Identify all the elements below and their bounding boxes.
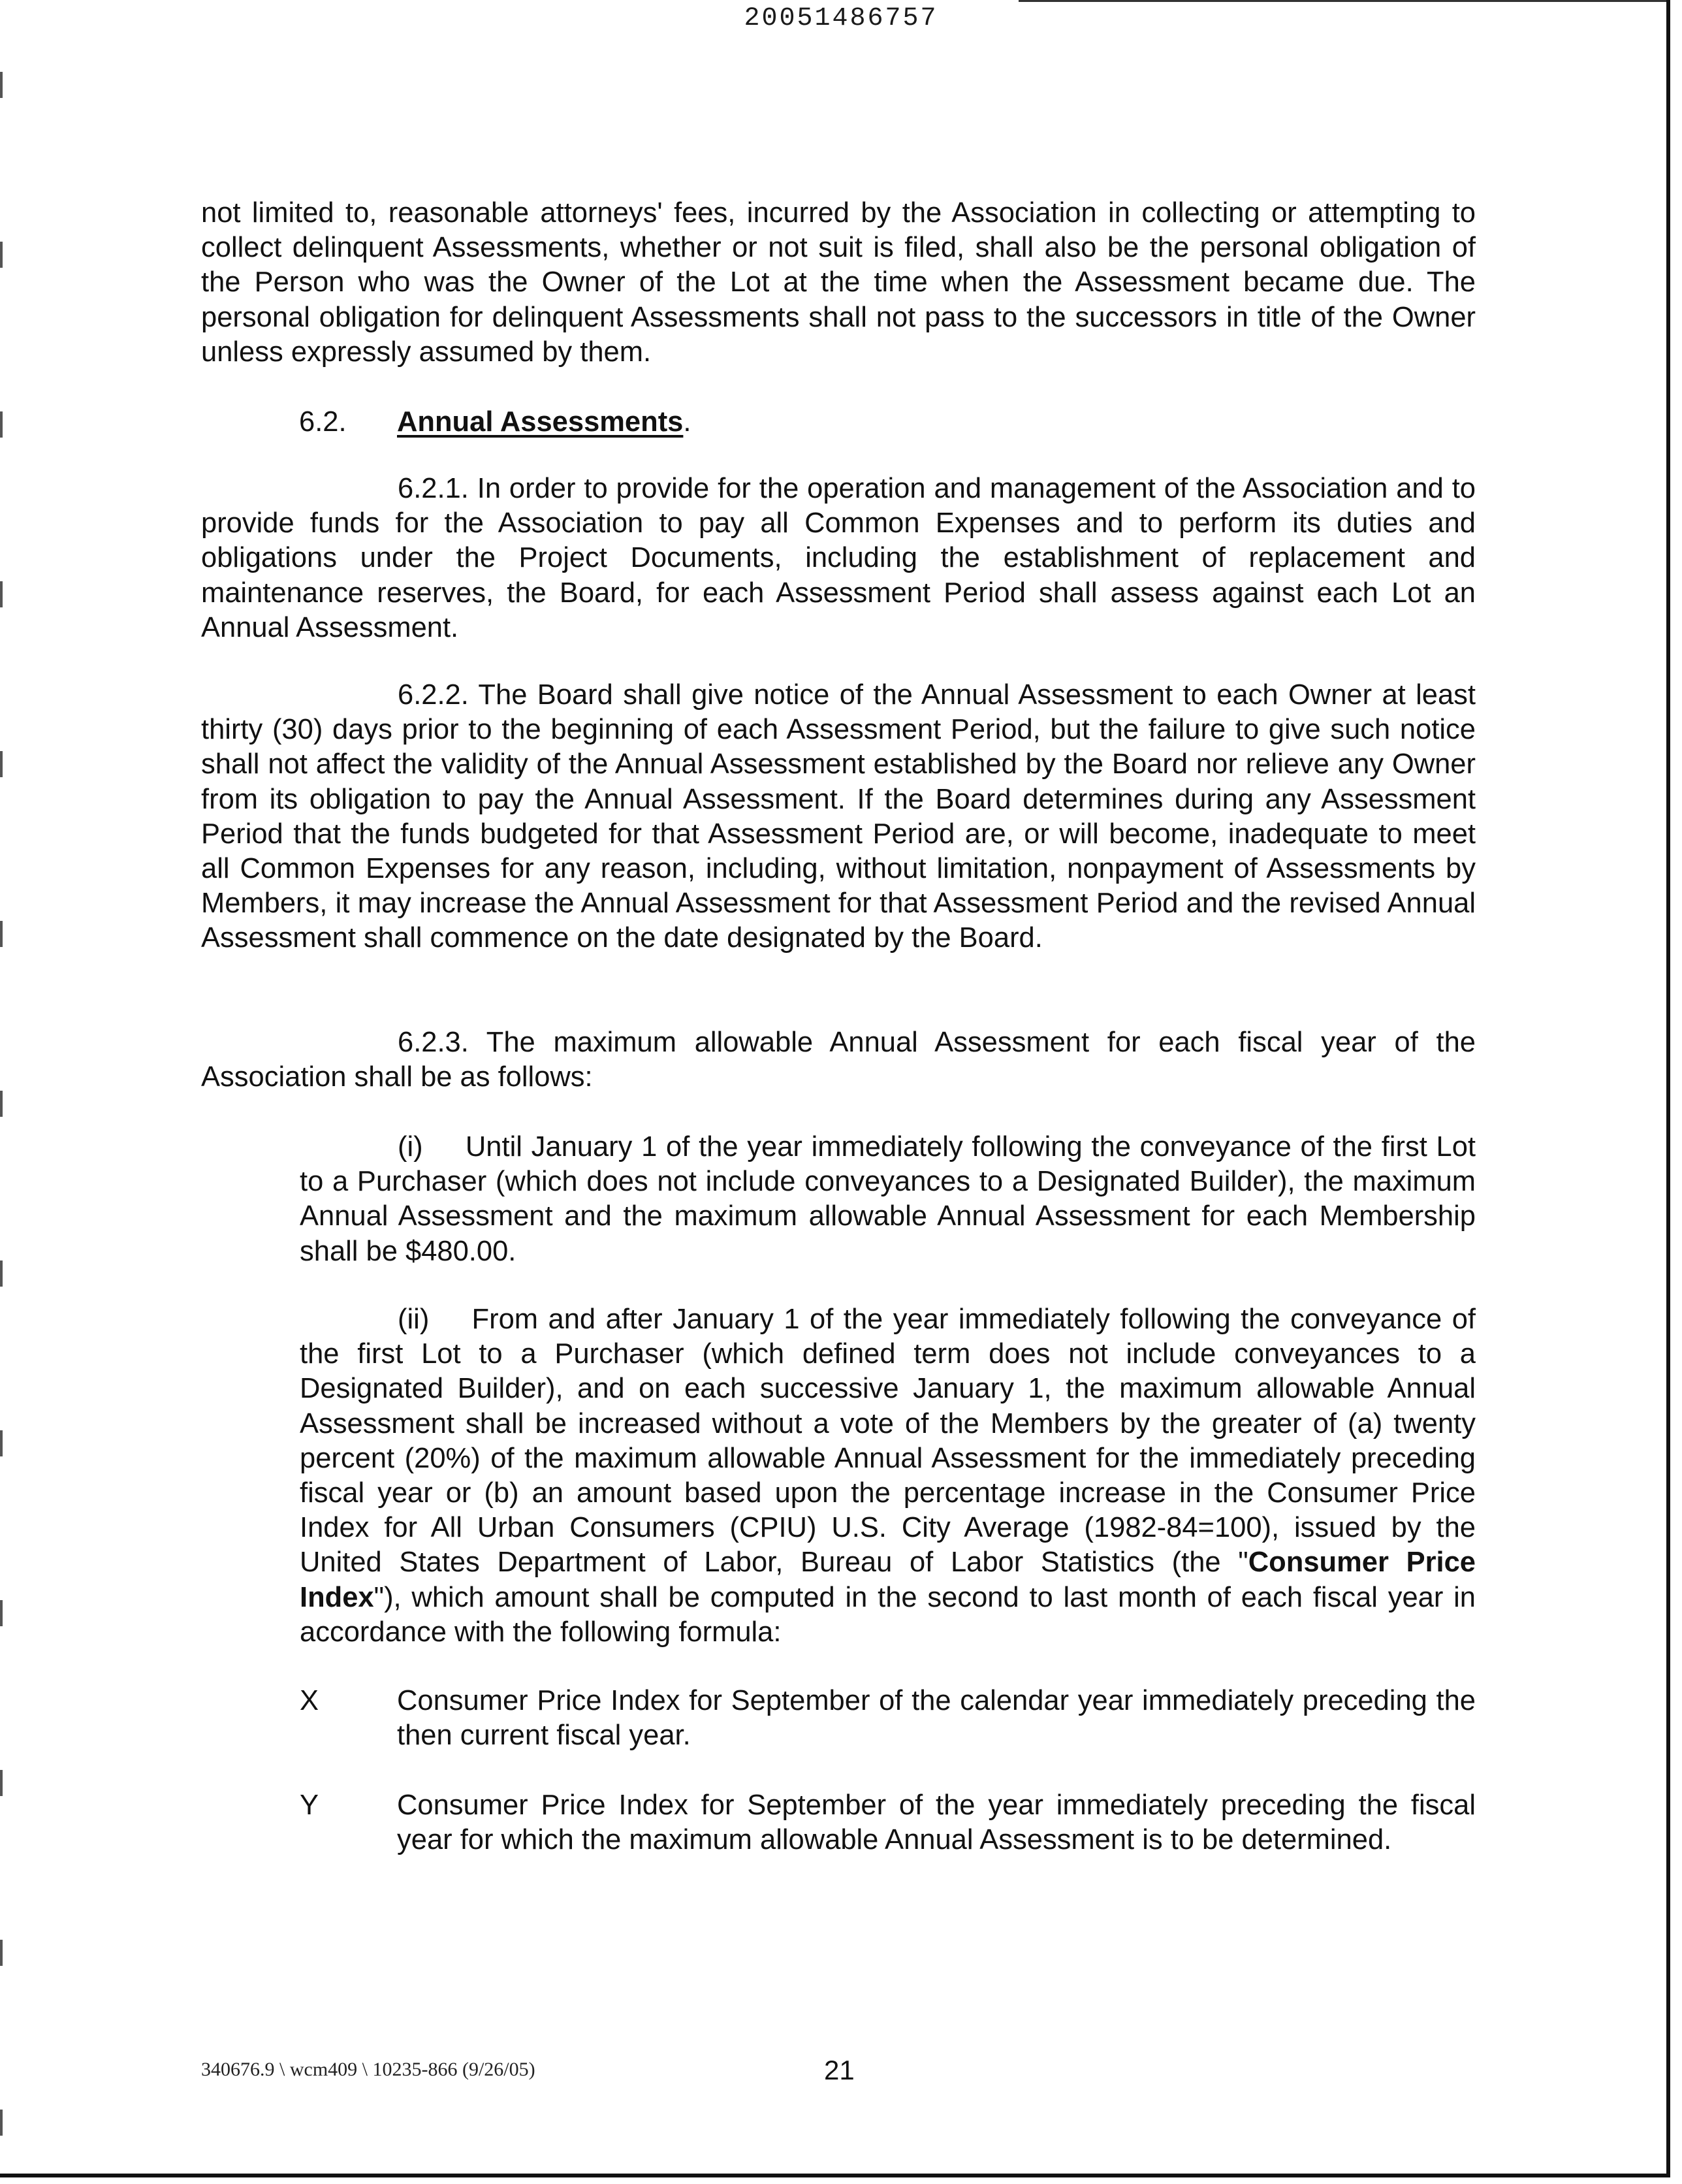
scan-top-line	[1019, 0, 1670, 2]
scan-right-border	[1666, 0, 1670, 2176]
paragraph-6-2-2: 6.2.2. The Board shall give notice of the Annual Assessment to each Owner at least thirty (30) days prior to the beginning of each Assessment Period, but the failure to give such notice shall not affect the validity of the Annual Assessment established by the Board nor relieve any Owner from its obligation to pay the Annual Assessment. If the Board determines during any Assessment Period that the funds budgeted for that Assessment Period are, or will become, inadequate to meet all Common Expenses for any reason, including, without limitation, nonpayment of Assessments by Members, it may increase the Annual Assessment for that Assessment Period and the revised Annual Assessment shall commence on the date designated by the Board.	[201, 679, 1476, 954]
subparagraph-ii-text-start: (ii) From and after January 1 of the year immediately following the conveyance of the first Lot to a Purchaser (which defined term does not include conveyances to a Designated Builder), and on each successive January 1, the maximum allowable Annual Assessment shall be increased without a vote of the Members by the greater of (a) twenty percent (20%) of the maximum allowable Annual Assessment for the immediately preceding fiscal year or (b) an amount based upon the percentage increase in the Consumer Price Index for All Urban Consumers (CPIU) U.S. City Average (1982-84=100), issued by the United States Department of Labor, Bureau of Labor Statistics (the "	[300, 1304, 1476, 1579]
formula-variable-x: X	[300, 1685, 319, 1716]
paragraph-6-2-3: 6.2.3. The maximum allowable Annual Assessment for each fiscal year of the Association shall be as follows:	[201, 1027, 1476, 1093]
footer-document-reference: 340676.9 \ wcm409 \ 10235-866 (9/26/05)	[201, 2059, 535, 2080]
section-6-2-heading	[299, 405, 691, 440]
scan-edge-marks	[0, 0, 3, 2168]
paragraph-continuation: not limited to, reasonable attorneys' fees, incurred by the Association in collecting or attempting to collect delinquent Assessments, whether or not suit is filed, shall also be the personal obligation of the Person who was the Owner of the Lot at the time when the Assessment became due. The personal obligation for delinquent Assessments shall not pass to the successors in title of the Owner unless expressly assumed by them.	[201, 197, 1476, 368]
paragraph-6-2-1: 6.2.1. In order to provide for the operation and management of the Association and to provide funds for the Association to pay all Common Expenses and to perform its duties and obligations under the Project Documents, including the establishment of replacement and maintenance reserves, the Board, for each Assessment Period shall assess against each Lot an Annual Assessment.	[201, 473, 1476, 643]
subparagraph-i: (i) Until January 1 of the year immediately following the conveyance of the first Lot to a Purchaser (which does not include conveyances to a Designated Builder), the maximum Annual Assessment and the maximum allowable Annual Assessment for each Membership shall be $480.00.	[300, 1131, 1476, 1267]
subparagraph-ii	[300, 1302, 1476, 1650]
subparagraph-ii-text-end: "), which amount shall be computed in the second to last month of each fiscal year in accordance with the following formula:	[300, 1581, 1476, 1648]
page-number: 21	[824, 2055, 855, 2085]
recording-number: 20051486757	[744, 4, 938, 33]
formula-variable-y: Y	[300, 1790, 319, 1821]
scan-bottom-border	[0, 2174, 1670, 2177]
section-title-period: .	[683, 406, 691, 438]
section-number: 6.2.	[299, 406, 347, 438]
defined-term-consumer-price-index: Consumer Price Index	[300, 1547, 1476, 1613]
section-title: Annual Assessments	[397, 406, 684, 438]
formula-definition-y: Consumer Price Index for September of the year immediately preceding the fiscal year for which the maximum allowable Annual Assessment is to be determined.	[397, 1790, 1476, 1856]
formula-definition-x: Consumer Price Index for September of the calendar year immediately preceding the then current fiscal year.	[397, 1685, 1476, 1752]
